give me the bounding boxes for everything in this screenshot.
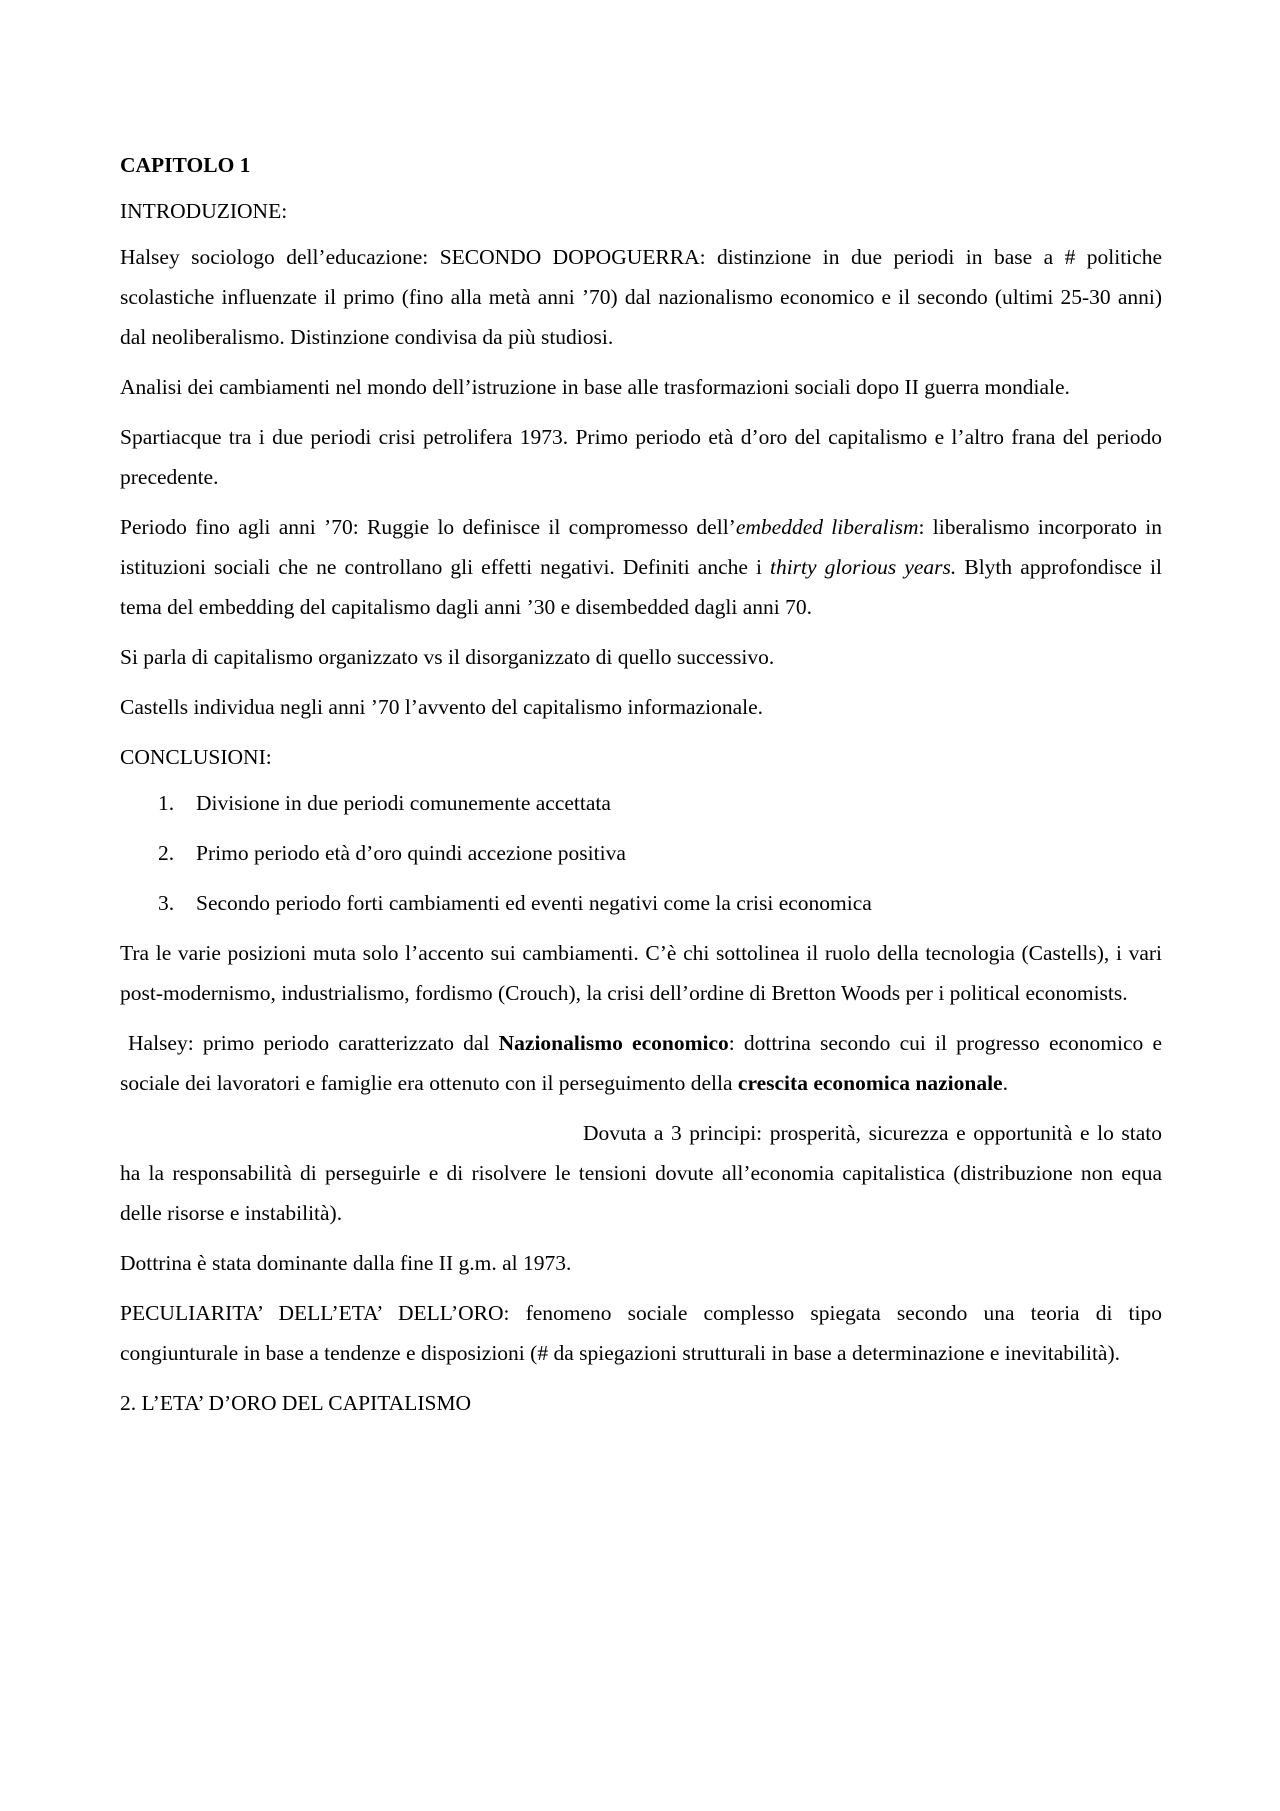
intro-label: INTRODUZIONE: — [120, 199, 288, 223]
conclusions-list — [120, 783, 1162, 923]
conclusions-label: CONCLUSIONI: — [120, 745, 272, 769]
paragraph-principles: Dovuta a 3 principi: prosperità, sicurezza e opportunità e lo stato ha la responsabilità di perseguirle e di risolvere le tensioni dovute all’economia capitalistica (distribuzione non equa delle risorse e instabilità). — [120, 1121, 1162, 1225]
document-page — [120, 145, 1162, 1433]
paragraph-peculiarities: PECULIARITA’ DELL’ETA’ DELL’ORO: fenomeno sociale complesso spiegata secondo una teoria di tipo congiunturale in base a tendenze e disposizioni (# da spiegazioni strutturali in base a determinazione e inevitabilità). — [120, 1301, 1162, 1365]
paragraph-embedded-liberalism — [120, 507, 1162, 627]
italic-term-thirty-glorious-years: thirty glorious years. — [769, 555, 957, 579]
paragraph-positions: Tra le varie posizioni muta solo l’accento sui cambiamenti. C’è chi sottolinea il ruolo della tecnologia (Castells), i vari post-modernismo, industrialismo, fordismo (Crouch), la crisi dell’ordine di Bretton Woods per i political economists. — [120, 941, 1162, 1005]
list-text: Primo periodo età d’oro quindi accezione positiva — [196, 841, 626, 865]
section-2-title: 2. L’ETA’ D’ORO DEL CAPITALISMO — [120, 1391, 472, 1415]
text-run: . — [1002, 1071, 1008, 1095]
text-run: : liberalismo incorporato in istituzioni sociali che ne controllano gli effetti negativi. Definiti anche i — [120, 515, 1163, 579]
text-run: : dottrina secondo cui il progresso economico e sociale dei lavoratori e famiglie era ottenuto con il perseguimento della — [120, 1031, 1162, 1095]
paragraph-analysis: Analisi dei cambiamenti nel mondo dell’istruzione in base alle trasformazioni sociali dopo II guerra mondiale. — [120, 375, 1070, 399]
list-item — [158, 883, 1162, 923]
list-text: Divisione in due periodi comunemente accettata — [196, 791, 611, 815]
italic-term-embedded-liberalism: embedded liberalism — [735, 515, 919, 539]
paragraph-watershed: Spartiacque tra i due periodi crisi petrolifera 1973. Primo periodo età d’oro del capitalismo e l’altro frana del periodo precedente. — [120, 425, 1162, 489]
paragraph-economic-nationalism — [120, 1023, 1162, 1103]
text-run: Periodo fino agli anni ’70: Ruggie lo definisce il compromesso dell’ — [120, 515, 736, 539]
bold-term-crescita-economica: crescita economica nazionale — [737, 1071, 1003, 1095]
list-text: Secondo periodo forti cambiamenti ed eventi negativi come la crisi economica — [196, 891, 872, 915]
list-item — [158, 833, 1162, 873]
paragraph-castells: Castells individua negli anni ’70 l’avvento del capitalismo informazionale. — [120, 695, 764, 719]
list-number: 3. — [158, 891, 175, 915]
paragraph-halsey-intro: Halsey sociologo dell’educazione: SECONDO DOPOGUERRA: distinzione in due periodi in base a # politiche scolastiche influenzate il primo (fino alla metà anni ’70) dal nazionalismo economico e il secondo (ultimi 25-30 anni) dal neoliberalismo. Distinzione condivisa da più studiosi. — [120, 245, 1162, 349]
bold-term-nazionalismo-economico: Nazionalismo economico — [498, 1031, 729, 1055]
list-number: 2. — [158, 841, 175, 865]
text-run: Halsey: primo periodo caratterizzato dal — [128, 1031, 499, 1055]
list-item — [158, 783, 1162, 823]
chapter-title: CAPITOLO 1 — [120, 153, 251, 177]
paragraph-dominant-doctrine: Dottrina è stata dominante dalla fine II g.m. al 1973. — [120, 1251, 572, 1275]
paragraph-organized-capitalism: Si parla di capitalismo organizzato vs il disorganizzato di quello successivo. — [120, 645, 775, 669]
list-number: 1. — [158, 791, 175, 815]
text-run: Blyth approfondisce il tema del embedding del capitalismo dagli anni ’30 e disembedded dagli anni 70. — [120, 555, 1162, 619]
